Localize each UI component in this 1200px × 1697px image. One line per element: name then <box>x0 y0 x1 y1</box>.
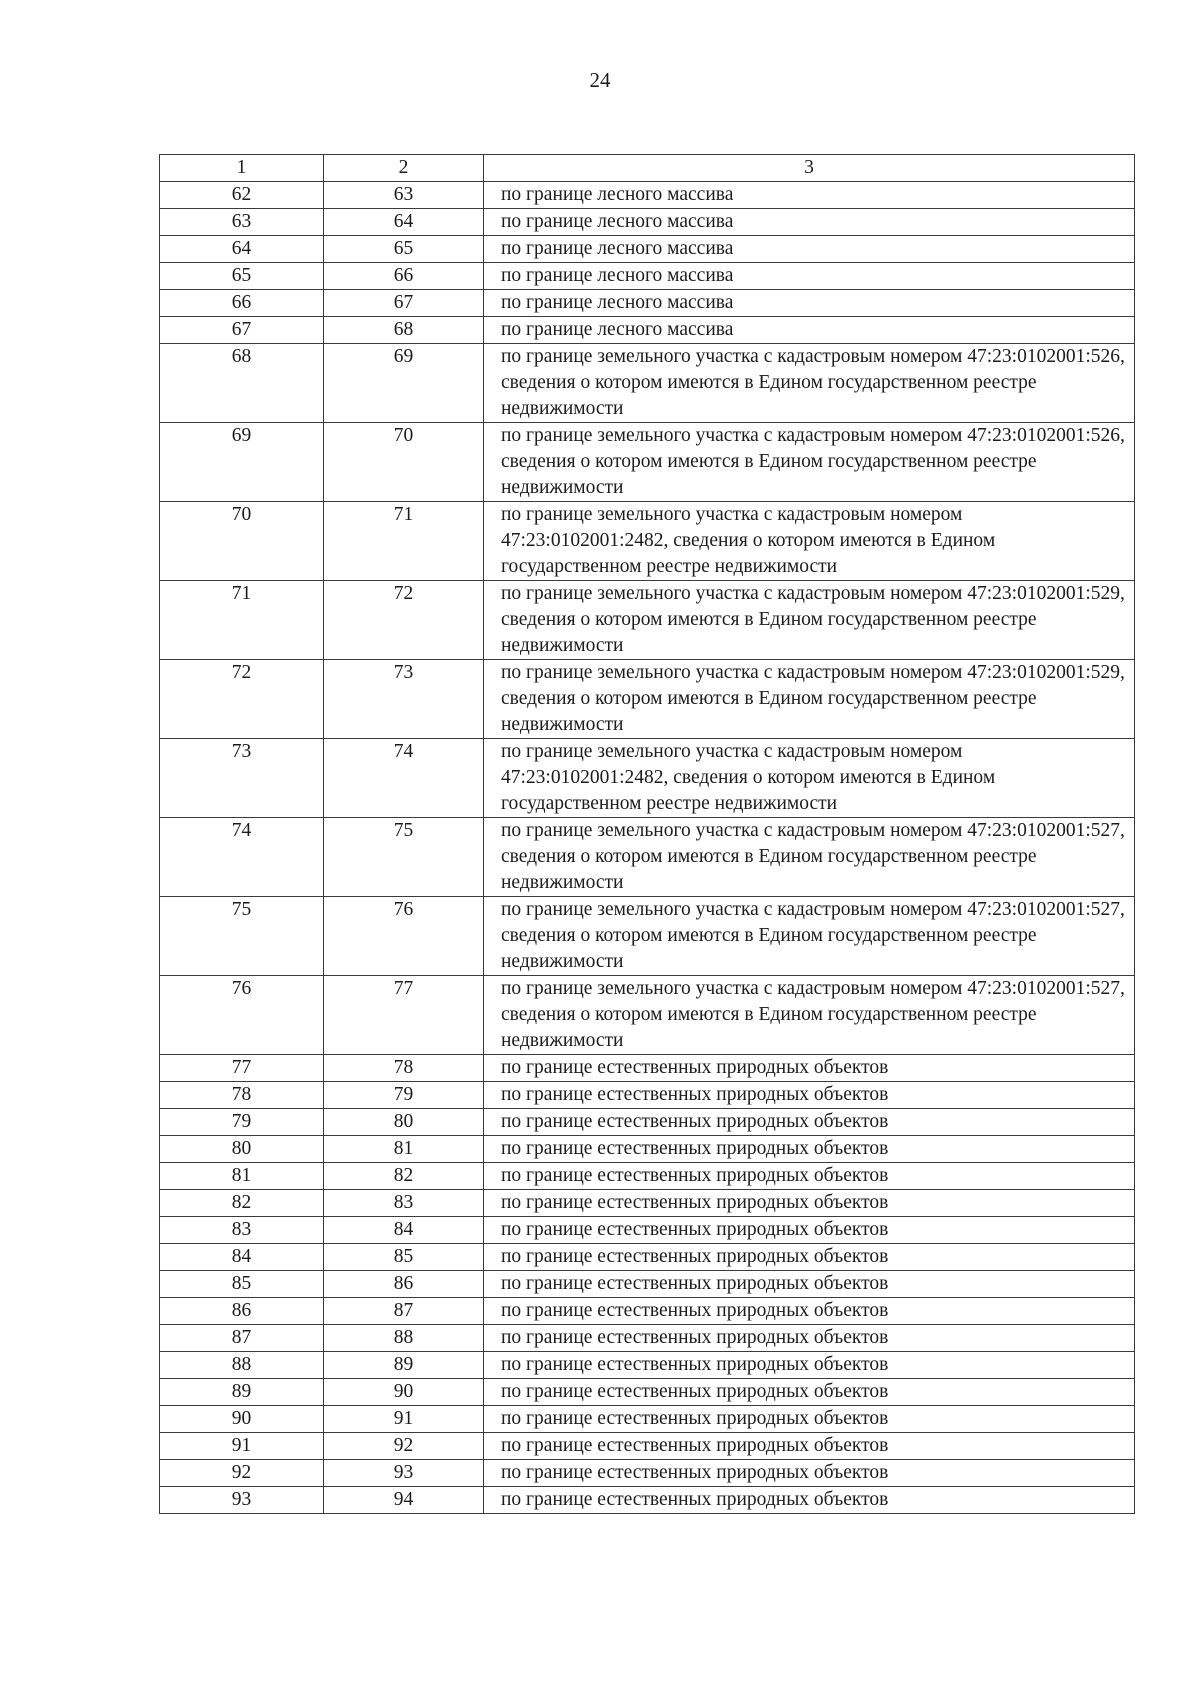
table-row <box>160 317 1135 344</box>
cell-to-point: 85 <box>324 1244 484 1271</box>
cell-boundary-description: по границе лесного массива <box>484 290 1135 317</box>
table-row <box>160 976 1135 1055</box>
table-row <box>160 1244 1135 1271</box>
cell-boundary-description: по границе земельного участка с кадастровым номером 47:23:0102001:2482, сведения о котором имеются в Едином государственном реестре недвижимости <box>484 739 1135 818</box>
cell-from-point: 71 <box>160 581 324 660</box>
table-row <box>160 1352 1135 1379</box>
cell-to-point: 92 <box>324 1433 484 1460</box>
table-body <box>160 155 1135 1514</box>
cell-boundary-description: по границе естественных природных объектов <box>484 1487 1135 1514</box>
cell-boundary-description: по границе естественных природных объектов <box>484 1271 1135 1298</box>
column-header-3: 3 <box>484 155 1135 182</box>
cell-boundary-description: по границе земельного участка с кадастровым номером 47:23:0102001:526, сведения о котором имеются в Едином государственном реестре недвижимости <box>484 423 1135 502</box>
table-row <box>160 1136 1135 1163</box>
table-row <box>160 290 1135 317</box>
cell-from-point: 69 <box>160 423 324 502</box>
cell-boundary-description: по границе лесного массива <box>484 236 1135 263</box>
cell-to-point: 63 <box>324 182 484 209</box>
cell-boundary-description: по границе лесного массива <box>484 182 1135 209</box>
cell-to-point: 82 <box>324 1163 484 1190</box>
table-row <box>160 1460 1135 1487</box>
table-row <box>160 660 1135 739</box>
cell-to-point: 64 <box>324 209 484 236</box>
cell-from-point: 74 <box>160 818 324 897</box>
cell-to-point: 73 <box>324 660 484 739</box>
cell-to-point: 81 <box>324 1136 484 1163</box>
cell-to-point: 84 <box>324 1217 484 1244</box>
cell-from-point: 64 <box>160 236 324 263</box>
cell-boundary-description: по границе земельного участка с кадастровым номером 47:23:0102001:527, сведения о котором имеются в Едином государственном реестре недвижимости <box>484 818 1135 897</box>
cell-from-point: 93 <box>160 1487 324 1514</box>
cell-boundary-description: по границе естественных природных объектов <box>484 1109 1135 1136</box>
table-header-row <box>160 155 1135 182</box>
cell-boundary-description: по границе естественных природных объектов <box>484 1352 1135 1379</box>
cell-to-point: 83 <box>324 1190 484 1217</box>
cell-to-point: 68 <box>324 317 484 344</box>
cell-to-point: 86 <box>324 1271 484 1298</box>
cell-to-point: 70 <box>324 423 484 502</box>
cell-from-point: 63 <box>160 209 324 236</box>
table-row <box>160 1298 1135 1325</box>
cell-from-point: 62 <box>160 182 324 209</box>
table-row <box>160 1163 1135 1190</box>
cell-to-point: 66 <box>324 263 484 290</box>
cell-from-point: 79 <box>160 1109 324 1136</box>
table-row <box>160 1406 1135 1433</box>
cell-to-point: 65 <box>324 236 484 263</box>
table-row <box>160 1271 1135 1298</box>
cell-to-point: 93 <box>324 1460 484 1487</box>
cell-to-point: 75 <box>324 818 484 897</box>
cell-to-point: 94 <box>324 1487 484 1514</box>
cell-to-point: 87 <box>324 1298 484 1325</box>
cell-boundary-description: по границе естественных природных объектов <box>484 1325 1135 1352</box>
cell-boundary-description: по границе лесного массива <box>484 263 1135 290</box>
cell-boundary-description: по границе земельного участка с кадастровым номером 47:23:0102001:527, сведения о котором имеются в Едином государственном реестре недвижимости <box>484 976 1135 1055</box>
cell-to-point: 67 <box>324 290 484 317</box>
table-row <box>160 897 1135 976</box>
cell-boundary-description: по границе лесного массива <box>484 317 1135 344</box>
table-row <box>160 182 1135 209</box>
cell-from-point: 86 <box>160 1298 324 1325</box>
cell-boundary-description: по границе земельного участка с кадастровым номером 47:23:0102001:526, сведения о котором имеются в Едином государственном реестре недвижимости <box>484 344 1135 423</box>
cell-from-point: 81 <box>160 1163 324 1190</box>
cell-from-point: 68 <box>160 344 324 423</box>
cell-from-point: 92 <box>160 1460 324 1487</box>
table-row <box>160 263 1135 290</box>
column-header-2: 2 <box>324 155 484 182</box>
cell-boundary-description: по границе естественных природных объектов <box>484 1433 1135 1460</box>
table-row <box>160 1379 1135 1406</box>
cell-from-point: 80 <box>160 1136 324 1163</box>
cell-boundary-description: по границе земельного участка с кадастровым номером 47:23:0102001:527, сведения о котором имеются в Едином государственном реестре недвижимости <box>484 897 1135 976</box>
table-row <box>160 502 1135 581</box>
cell-to-point: 89 <box>324 1352 484 1379</box>
table-row <box>160 1217 1135 1244</box>
cell-from-point: 78 <box>160 1082 324 1109</box>
cell-boundary-description: по границе естественных природных объектов <box>484 1055 1135 1082</box>
cell-from-point: 65 <box>160 263 324 290</box>
boundary-table <box>159 154 1135 1514</box>
cell-to-point: 78 <box>324 1055 484 1082</box>
cell-from-point: 83 <box>160 1217 324 1244</box>
cell-from-point: 66 <box>160 290 324 317</box>
table-row <box>160 818 1135 897</box>
cell-to-point: 79 <box>324 1082 484 1109</box>
cell-boundary-description: по границе естественных природных объектов <box>484 1217 1135 1244</box>
table-row <box>160 236 1135 263</box>
cell-from-point: 73 <box>160 739 324 818</box>
cell-boundary-description: по границе естественных природных объектов <box>484 1406 1135 1433</box>
cell-from-point: 90 <box>160 1406 324 1433</box>
cell-to-point: 77 <box>324 976 484 1055</box>
cell-to-point: 71 <box>324 502 484 581</box>
page-number: 24 <box>589 68 611 92</box>
cell-from-point: 75 <box>160 897 324 976</box>
cell-from-point: 67 <box>160 317 324 344</box>
table-row <box>160 581 1135 660</box>
cell-from-point: 70 <box>160 502 324 581</box>
table-row <box>160 1487 1135 1514</box>
table-row <box>160 1082 1135 1109</box>
cell-boundary-description: по границе естественных природных объектов <box>484 1379 1135 1406</box>
cell-boundary-description: по границе земельного участка с кадастровым номером 47:23:0102001:529, сведения о котором имеются в Едином государственном реестре недвижимости <box>484 660 1135 739</box>
table-row <box>160 739 1135 818</box>
column-header-1: 1 <box>160 155 324 182</box>
cell-to-point: 90 <box>324 1379 484 1406</box>
table-row <box>160 209 1135 236</box>
cell-boundary-description: по границе естественных природных объектов <box>484 1190 1135 1217</box>
cell-from-point: 77 <box>160 1055 324 1082</box>
table-row <box>160 1325 1135 1352</box>
cell-from-point: 89 <box>160 1379 324 1406</box>
cell-boundary-description: по границе естественных природных объектов <box>484 1082 1135 1109</box>
cell-from-point: 84 <box>160 1244 324 1271</box>
cell-to-point: 69 <box>324 344 484 423</box>
cell-to-point: 74 <box>324 739 484 818</box>
cell-boundary-description: по границе естественных природных объектов <box>484 1298 1135 1325</box>
cell-boundary-description: по границе естественных природных объектов <box>484 1163 1135 1190</box>
cell-boundary-description: по границе естественных природных объектов <box>484 1244 1135 1271</box>
cell-from-point: 82 <box>160 1190 324 1217</box>
table-row <box>160 1433 1135 1460</box>
cell-to-point: 91 <box>324 1406 484 1433</box>
table-row <box>160 423 1135 502</box>
cell-boundary-description: по границе земельного участка с кадастровым номером 47:23:0102001:2482, сведения о котором имеются в Едином государственном реестре недвижимости <box>484 502 1135 581</box>
cell-to-point: 72 <box>324 581 484 660</box>
cell-to-point: 88 <box>324 1325 484 1352</box>
cell-to-point: 76 <box>324 897 484 976</box>
table-row <box>160 344 1135 423</box>
cell-boundary-description: по границе естественных природных объектов <box>484 1460 1135 1487</box>
cell-to-point: 80 <box>324 1109 484 1136</box>
cell-from-point: 87 <box>160 1325 324 1352</box>
cell-boundary-description: по границе естественных природных объектов <box>484 1136 1135 1163</box>
cell-from-point: 72 <box>160 660 324 739</box>
cell-boundary-description: по границе земельного участка с кадастровым номером 47:23:0102001:529, сведения о котором имеются в Едином государственном реестре недвижимости <box>484 581 1135 660</box>
cell-from-point: 91 <box>160 1433 324 1460</box>
table-row <box>160 1109 1135 1136</box>
cell-from-point: 76 <box>160 976 324 1055</box>
table-row <box>160 1055 1135 1082</box>
table-row <box>160 1190 1135 1217</box>
cell-from-point: 88 <box>160 1352 324 1379</box>
cell-from-point: 85 <box>160 1271 324 1298</box>
cell-boundary-description: по границе лесного массива <box>484 209 1135 236</box>
